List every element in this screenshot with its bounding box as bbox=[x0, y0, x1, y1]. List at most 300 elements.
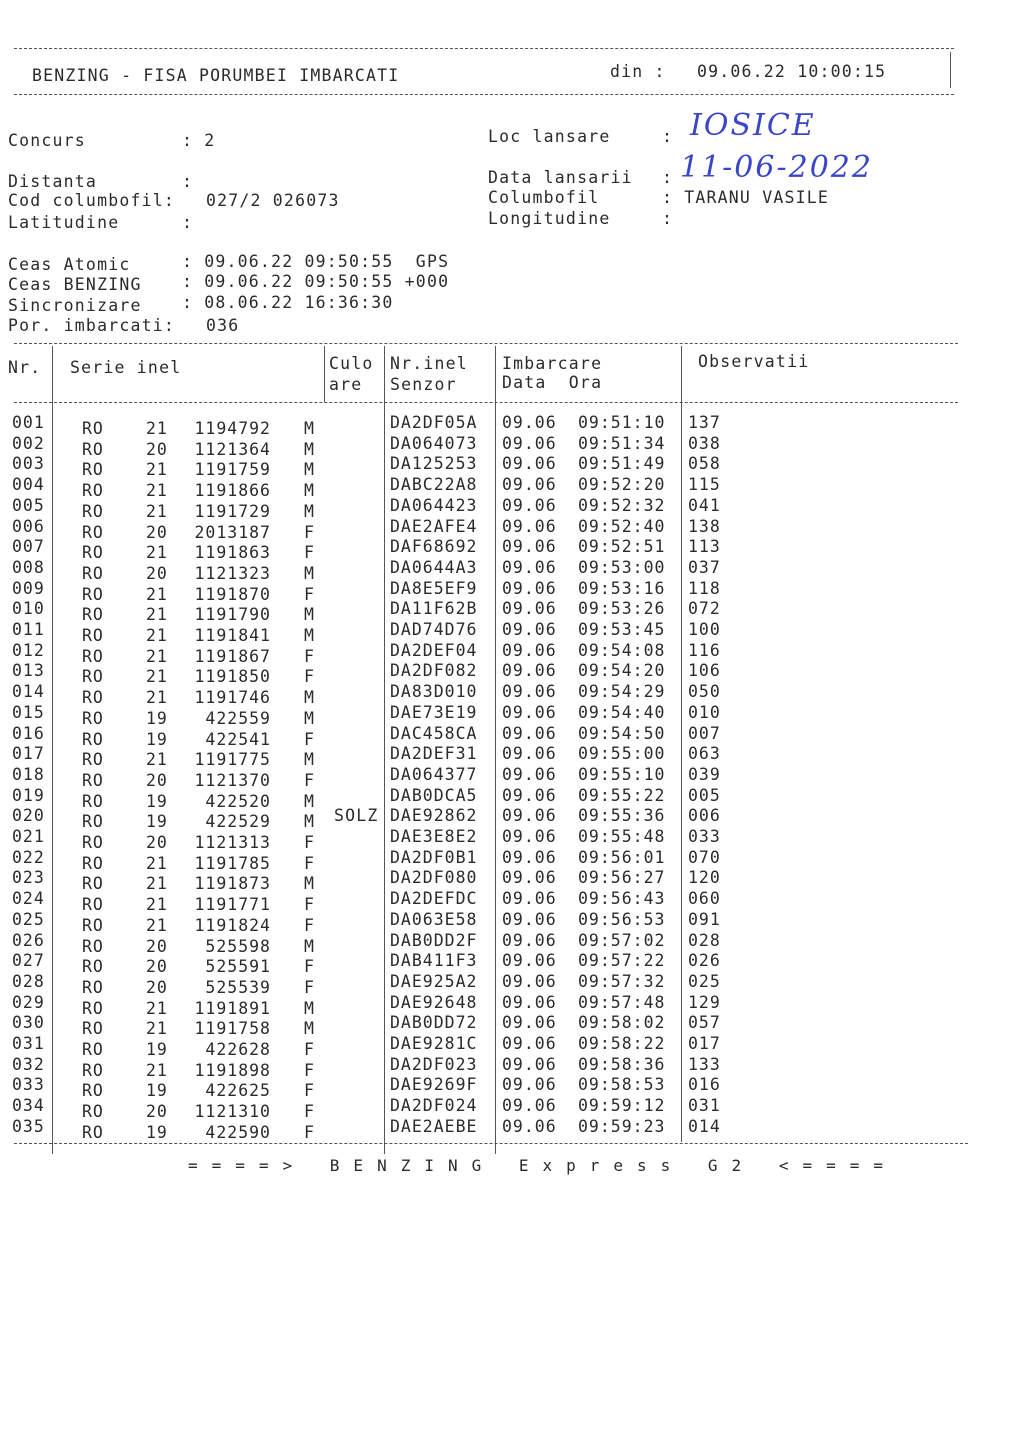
table-row bbox=[0, 682, 1000, 708]
table-row bbox=[0, 992, 1000, 1018]
row-year: 21 bbox=[146, 667, 168, 687]
row-year: 20 bbox=[146, 936, 168, 956]
porumbei-imbarcati-value: 036 bbox=[206, 316, 240, 335]
row-observation: 038 bbox=[688, 433, 721, 453]
row-observation: 106 bbox=[688, 661, 721, 681]
row-year: 21 bbox=[146, 481, 168, 501]
latitudine-value: : bbox=[182, 213, 194, 232]
row-time: 09:53:16 bbox=[578, 578, 666, 598]
table-row bbox=[0, 827, 1000, 852]
row-date: 09.06 bbox=[502, 1075, 557, 1095]
row-sensor: DAE2AFE4 bbox=[390, 516, 478, 536]
row-year: 20 bbox=[146, 522, 168, 542]
row-date: 09.06 bbox=[502, 682, 557, 702]
row-number: 013 bbox=[12, 661, 45, 681]
row-sex: M bbox=[304, 874, 315, 894]
row-date: 09.06 bbox=[502, 495, 557, 515]
row-number: 006 bbox=[12, 516, 45, 536]
row-country: RO bbox=[82, 1081, 104, 1101]
row-observation: 025 bbox=[688, 971, 721, 991]
row-country: RO bbox=[82, 626, 104, 645]
table-row bbox=[0, 620, 1000, 645]
column-header-nr: Nr. bbox=[8, 358, 42, 377]
row-country: RO bbox=[82, 1122, 104, 1142]
row-sensor: DA2DF080 bbox=[390, 868, 478, 888]
loc-lansare-colon: : bbox=[662, 127, 674, 146]
row-sex: F bbox=[304, 957, 315, 977]
row-observation: 039 bbox=[688, 764, 721, 784]
table-row bbox=[0, 495, 1000, 521]
row-sex: F bbox=[304, 915, 315, 935]
row-sensor: DAB0DD2F bbox=[390, 930, 478, 950]
row-date: 09.06 bbox=[502, 640, 557, 660]
row-date: 09.06 bbox=[502, 744, 557, 764]
table-row bbox=[0, 516, 1000, 542]
column-header-imbarcare-2: Data Ora bbox=[502, 373, 603, 392]
row-number: 026 bbox=[12, 930, 45, 950]
porumbei-imbarcati-label: Por. imbarcati: bbox=[8, 316, 176, 335]
row-year: 19 bbox=[146, 708, 168, 728]
row-number: 028 bbox=[12, 971, 45, 991]
row-country: RO bbox=[82, 770, 104, 790]
row-date: 09.06 bbox=[502, 702, 557, 722]
table-row bbox=[0, 557, 1000, 583]
cod-columbofil-label: Cod columbofil: bbox=[8, 191, 176, 210]
row-date: 09.06 bbox=[502, 723, 557, 743]
row-sensor: DAE9281C bbox=[390, 1034, 478, 1053]
row-sex: F bbox=[304, 1102, 315, 1122]
column-header-observatii: Observatii bbox=[698, 352, 810, 371]
row-country: RO bbox=[82, 1102, 104, 1122]
row-time: 09:57:22 bbox=[578, 951, 666, 971]
row-sex: M bbox=[304, 791, 315, 811]
row-ring: 1191891 bbox=[194, 998, 271, 1018]
row-sensor: DA2DF0B1 bbox=[390, 847, 478, 867]
sincronizare-value: : 08.06.22 16:36:30 bbox=[182, 293, 394, 312]
row-number: 010 bbox=[12, 599, 45, 619]
row-country: RO bbox=[82, 957, 104, 977]
row-number: 017 bbox=[12, 744, 45, 764]
row-observation: 116 bbox=[688, 640, 721, 660]
row-country: RO bbox=[82, 874, 104, 894]
row-time: 09:58:02 bbox=[578, 1013, 666, 1033]
row-observation: 016 bbox=[688, 1075, 721, 1095]
sincronizare-label: Sincronizare bbox=[8, 296, 142, 315]
row-year: 21 bbox=[146, 915, 168, 935]
row-sensor: DAE3E8E2 bbox=[390, 827, 478, 846]
row-ring: 525539 bbox=[205, 977, 271, 997]
row-year: 21 bbox=[146, 853, 168, 873]
row-time: 09:55:36 bbox=[578, 806, 666, 826]
row-time: 09:55:48 bbox=[578, 827, 666, 846]
row-observation: 120 bbox=[688, 868, 721, 888]
row-number: 020 bbox=[12, 806, 45, 826]
table-row bbox=[0, 599, 1000, 625]
row-date: 09.06 bbox=[502, 433, 557, 453]
row-year: 21 bbox=[146, 501, 168, 521]
row-sex: F bbox=[304, 1040, 315, 1059]
row-sex: F bbox=[304, 853, 315, 873]
row-observation: 137 bbox=[688, 413, 721, 432]
row-country: RO bbox=[82, 667, 104, 687]
row-date: 09.06 bbox=[502, 847, 557, 867]
table-row bbox=[0, 806, 1000, 832]
row-year: 19 bbox=[146, 812, 168, 832]
row-number: 025 bbox=[12, 909, 45, 929]
row-ring: 525598 bbox=[205, 936, 271, 956]
row-sensor: DA125253 bbox=[390, 454, 478, 474]
row-time: 09:51:49 bbox=[578, 454, 666, 474]
cod-columbofil-value: 027/2 026073 bbox=[206, 191, 340, 210]
row-sex: M bbox=[304, 439, 315, 459]
row-sensor: DA2DEF31 bbox=[390, 744, 478, 764]
row-observation: 129 bbox=[688, 992, 721, 1012]
row-sex: M bbox=[304, 708, 315, 728]
row-ring: 1191873 bbox=[194, 874, 271, 894]
row-time: 09:54:40 bbox=[578, 702, 666, 722]
row-date: 09.06 bbox=[502, 806, 557, 826]
row-year: 21 bbox=[146, 626, 168, 645]
row-number: 031 bbox=[12, 1034, 45, 1053]
row-country: RO bbox=[82, 1040, 104, 1059]
row-country: RO bbox=[82, 853, 104, 873]
row-time: 09:55:22 bbox=[578, 785, 666, 805]
table-row bbox=[0, 413, 1000, 438]
row-sex: F bbox=[304, 646, 315, 666]
row-date: 09.06 bbox=[502, 516, 557, 536]
row-ring: 422520 bbox=[205, 791, 271, 811]
row-time: 09:53:45 bbox=[578, 620, 666, 639]
row-time: 09:54:20 bbox=[578, 661, 666, 681]
row-ring: 1191867 bbox=[194, 646, 271, 666]
row-observation: 072 bbox=[688, 599, 721, 619]
row-sensor: DAD74D76 bbox=[390, 620, 478, 639]
row-sex: M bbox=[304, 501, 315, 521]
row-year: 21 bbox=[146, 584, 168, 604]
columbofil-value: : TARANU VASILE bbox=[662, 188, 830, 207]
row-sensor: DA2DF05A bbox=[390, 413, 478, 432]
row-time: 09:52:32 bbox=[578, 495, 666, 515]
row-sex: F bbox=[304, 977, 315, 997]
row-observation: 026 bbox=[688, 951, 721, 971]
row-observation: 100 bbox=[688, 620, 721, 639]
row-time: 09:57:48 bbox=[578, 992, 666, 1012]
row-year: 20 bbox=[146, 833, 168, 852]
row-time: 09:56:43 bbox=[578, 889, 666, 909]
row-country: RO bbox=[82, 915, 104, 935]
row-country: RO bbox=[82, 522, 104, 542]
table-row bbox=[0, 971, 1000, 997]
ceas-atomic-label: Ceas Atomic bbox=[8, 255, 131, 274]
row-observation: 115 bbox=[688, 475, 721, 495]
row-country: RO bbox=[82, 895, 104, 915]
row-sensor: DAE92862 bbox=[390, 806, 478, 826]
row-observation: 138 bbox=[688, 516, 721, 536]
row-date: 09.06 bbox=[502, 661, 557, 681]
row-observation: 007 bbox=[688, 723, 721, 743]
table-row bbox=[0, 661, 1000, 687]
row-number: 015 bbox=[12, 702, 45, 722]
row-observation: 041 bbox=[688, 495, 721, 515]
row-observation: 037 bbox=[688, 557, 721, 577]
row-year: 19 bbox=[146, 1040, 168, 1059]
row-number: 018 bbox=[12, 764, 45, 784]
row-sex: F bbox=[304, 833, 315, 852]
table-row bbox=[0, 930, 1000, 956]
row-sex: M bbox=[304, 688, 315, 708]
row-sex: F bbox=[304, 770, 315, 790]
column-header-imbarcare-1: Imbarcare bbox=[502, 354, 603, 373]
row-sensor: DAB0DD72 bbox=[390, 1013, 478, 1033]
columbofil-label: Columbofil bbox=[488, 188, 600, 207]
row-sensor: DA064377 bbox=[390, 764, 478, 784]
row-observation: 033 bbox=[688, 827, 721, 846]
row-observation: 014 bbox=[688, 1116, 721, 1136]
table-row bbox=[0, 1054, 1000, 1080]
row-number: 035 bbox=[12, 1116, 45, 1136]
table-row bbox=[0, 475, 1000, 501]
row-sex: M bbox=[304, 750, 315, 770]
row-ring: 1191863 bbox=[194, 543, 271, 563]
row-country: RO bbox=[82, 543, 104, 563]
row-date: 09.06 bbox=[502, 764, 557, 784]
din-label: din : bbox=[610, 62, 666, 81]
row-sex: F bbox=[304, 522, 315, 542]
row-sex: M bbox=[304, 481, 315, 501]
row-number: 019 bbox=[12, 785, 45, 805]
distanta-value: : bbox=[182, 172, 194, 191]
row-observation: 060 bbox=[688, 889, 721, 909]
row-country: RO bbox=[82, 1060, 104, 1080]
row-observation: 010 bbox=[688, 702, 721, 722]
table-row bbox=[0, 454, 1000, 480]
row-ring: 1121370 bbox=[194, 770, 271, 790]
row-time: 09:59:12 bbox=[578, 1096, 666, 1116]
row-year: 21 bbox=[146, 750, 168, 770]
data-lansarii-label: Data lansarii bbox=[488, 168, 633, 187]
row-sensor: DAE2AEBE bbox=[390, 1116, 478, 1136]
row-country: RO bbox=[82, 729, 104, 749]
row-observation: 063 bbox=[688, 744, 721, 764]
row-ring: 1121313 bbox=[194, 833, 271, 852]
row-year: 19 bbox=[146, 729, 168, 749]
row-year: 21 bbox=[146, 874, 168, 894]
row-date: 09.06 bbox=[502, 1034, 557, 1053]
row-time: 09:52:51 bbox=[578, 537, 666, 557]
row-observation: 006 bbox=[688, 806, 721, 826]
row-sensor: DA8E5EF9 bbox=[390, 578, 478, 598]
row-ring: 2013187 bbox=[194, 522, 271, 542]
table-row bbox=[0, 1034, 1000, 1059]
header-bottom-rule bbox=[14, 94, 954, 95]
row-sensor: DAE92648 bbox=[390, 992, 478, 1012]
loc-lansare-handwritten: IOSICE bbox=[690, 108, 816, 143]
row-sex: F bbox=[304, 543, 315, 563]
row-sensor: DA2DEF04 bbox=[390, 640, 478, 660]
row-sensor: DAF68692 bbox=[390, 537, 478, 557]
row-date: 09.06 bbox=[502, 557, 557, 577]
row-year: 21 bbox=[146, 1060, 168, 1080]
row-sensor: DA83D010 bbox=[390, 682, 478, 702]
row-date: 09.06 bbox=[502, 909, 557, 929]
row-country: RO bbox=[82, 688, 104, 708]
row-country: RO bbox=[82, 646, 104, 666]
row-sensor: DAC458CA bbox=[390, 723, 478, 743]
row-sensor: DA064423 bbox=[390, 495, 478, 515]
row-date: 09.06 bbox=[502, 868, 557, 888]
row-sensor: DAE73E19 bbox=[390, 702, 478, 722]
row-date: 09.06 bbox=[502, 578, 557, 598]
row-year: 20 bbox=[146, 977, 168, 997]
table-row bbox=[0, 702, 1000, 728]
row-observation: 028 bbox=[688, 930, 721, 950]
row-number: 002 bbox=[12, 433, 45, 453]
row-date: 09.06 bbox=[502, 992, 557, 1012]
row-ring: 1191870 bbox=[194, 584, 271, 604]
row-year: 20 bbox=[146, 439, 168, 459]
row-date: 09.06 bbox=[502, 1096, 557, 1116]
row-country: RO bbox=[82, 584, 104, 604]
table-row bbox=[0, 640, 1000, 666]
row-ring: 1191824 bbox=[194, 915, 271, 935]
row-sex: F bbox=[304, 667, 315, 687]
row-sex: M bbox=[304, 626, 315, 645]
row-number: 004 bbox=[12, 475, 45, 495]
row-date: 09.06 bbox=[502, 785, 557, 805]
column-header-nr-inel-2: Senzor bbox=[390, 375, 457, 394]
row-sensor: DA064073 bbox=[390, 433, 478, 453]
row-ring: 422559 bbox=[205, 708, 271, 728]
row-number: 024 bbox=[12, 889, 45, 909]
row-ring: 422529 bbox=[205, 812, 271, 832]
table-row bbox=[0, 764, 1000, 790]
table-row bbox=[0, 723, 1000, 749]
row-time: 09:56:01 bbox=[578, 847, 666, 867]
row-time: 09:54:29 bbox=[578, 682, 666, 702]
table-row bbox=[0, 1096, 1000, 1122]
row-date: 09.06 bbox=[502, 971, 557, 991]
row-year: 19 bbox=[146, 791, 168, 811]
row-ring: 422590 bbox=[205, 1122, 271, 1142]
table-bottom-rule bbox=[14, 1143, 968, 1144]
table-row bbox=[0, 951, 1000, 977]
latitudine-label: Latitudine bbox=[8, 213, 120, 232]
row-ring: 1121310 bbox=[194, 1102, 271, 1122]
row-date: 09.06 bbox=[502, 413, 557, 432]
row-year: 21 bbox=[146, 460, 168, 480]
row-country: RO bbox=[82, 936, 104, 956]
longitudine-value: : bbox=[662, 209, 674, 228]
row-sensor: DA11F62B bbox=[390, 599, 478, 619]
table-row bbox=[0, 847, 1000, 873]
row-sex: M bbox=[304, 812, 315, 832]
row-observation: 050 bbox=[688, 682, 721, 702]
row-ring: 1191850 bbox=[194, 667, 271, 687]
row-number: 008 bbox=[12, 557, 45, 577]
row-sex: M bbox=[304, 998, 315, 1018]
column-header-nr-inel-1: Nr.inel bbox=[390, 354, 468, 373]
row-year: 19 bbox=[146, 1122, 168, 1142]
row-sensor: DABC22A8 bbox=[390, 475, 478, 495]
row-observation: 031 bbox=[688, 1096, 721, 1116]
row-ring: 1191771 bbox=[194, 895, 271, 915]
row-sex: M bbox=[304, 1019, 315, 1039]
concurs-value: : 2 bbox=[182, 131, 216, 150]
row-sex: M bbox=[304, 419, 315, 438]
row-year: 21 bbox=[146, 646, 168, 666]
data-lansarii-handwritten: 11-06-2022 bbox=[680, 150, 873, 185]
row-date: 09.06 bbox=[502, 1116, 557, 1136]
row-ring: 422541 bbox=[205, 729, 271, 749]
row-sex: M bbox=[304, 460, 315, 480]
row-sensor: DA063E58 bbox=[390, 909, 478, 929]
row-country: RO bbox=[82, 812, 104, 832]
table-row bbox=[0, 537, 1000, 563]
row-sensor: DAE925A2 bbox=[390, 971, 478, 991]
row-ring: 525591 bbox=[205, 957, 271, 977]
row-date: 09.06 bbox=[502, 1054, 557, 1074]
row-time: 09:56:27 bbox=[578, 868, 666, 888]
row-year: 21 bbox=[146, 543, 168, 563]
row-date: 09.06 bbox=[502, 1013, 557, 1033]
row-year: 20 bbox=[146, 563, 168, 583]
row-ring: 1191729 bbox=[194, 501, 271, 521]
ceas-benzing-label: Ceas BENZING bbox=[8, 275, 142, 294]
row-observation: 017 bbox=[688, 1034, 721, 1053]
row-sex: F bbox=[304, 895, 315, 915]
row-ring: 1191775 bbox=[194, 750, 271, 770]
row-country: RO bbox=[82, 439, 104, 459]
row-date: 09.06 bbox=[502, 827, 557, 846]
row-observation: 070 bbox=[688, 847, 721, 867]
row-observation: 118 bbox=[688, 578, 721, 598]
table-row bbox=[0, 578, 1000, 604]
table-row bbox=[0, 1116, 1000, 1142]
row-date: 09.06 bbox=[502, 889, 557, 909]
row-time: 09:58:36 bbox=[578, 1054, 666, 1074]
row-ring: 1191785 bbox=[194, 853, 271, 873]
column-header-serie-inel: Serie inel bbox=[70, 358, 182, 377]
row-date: 09.06 bbox=[502, 537, 557, 557]
row-sensor: DA2DF023 bbox=[390, 1054, 478, 1074]
ceas-benzing-value: : 09.06.22 09:50:55 +000 bbox=[182, 272, 450, 291]
row-year: 21 bbox=[146, 419, 168, 438]
row-time: 09:54:50 bbox=[578, 723, 666, 743]
row-country: RO bbox=[82, 419, 104, 438]
distanta-label: Distanta bbox=[8, 172, 98, 191]
row-observation: 057 bbox=[688, 1013, 721, 1033]
table-row bbox=[0, 909, 1000, 935]
row-number: 029 bbox=[12, 992, 45, 1012]
row-country: RO bbox=[82, 977, 104, 997]
table-row bbox=[0, 785, 1000, 811]
row-date: 09.06 bbox=[502, 475, 557, 495]
row-ring: 1191746 bbox=[194, 688, 271, 708]
row-sensor: DAE9269F bbox=[390, 1075, 478, 1095]
row-country: RO bbox=[82, 833, 104, 852]
row-sensor: DAB0DCA5 bbox=[390, 785, 478, 805]
row-country: RO bbox=[82, 605, 104, 625]
row-time: 09:52:40 bbox=[578, 516, 666, 536]
row-number: 007 bbox=[12, 537, 45, 557]
row-number: 011 bbox=[12, 620, 45, 639]
table-row bbox=[0, 868, 1000, 894]
row-sex: M bbox=[304, 936, 315, 956]
row-country: RO bbox=[82, 1019, 104, 1039]
row-number: 034 bbox=[12, 1096, 45, 1116]
row-time: 09:53:26 bbox=[578, 599, 666, 619]
row-time: 09:59:23 bbox=[578, 1116, 666, 1136]
